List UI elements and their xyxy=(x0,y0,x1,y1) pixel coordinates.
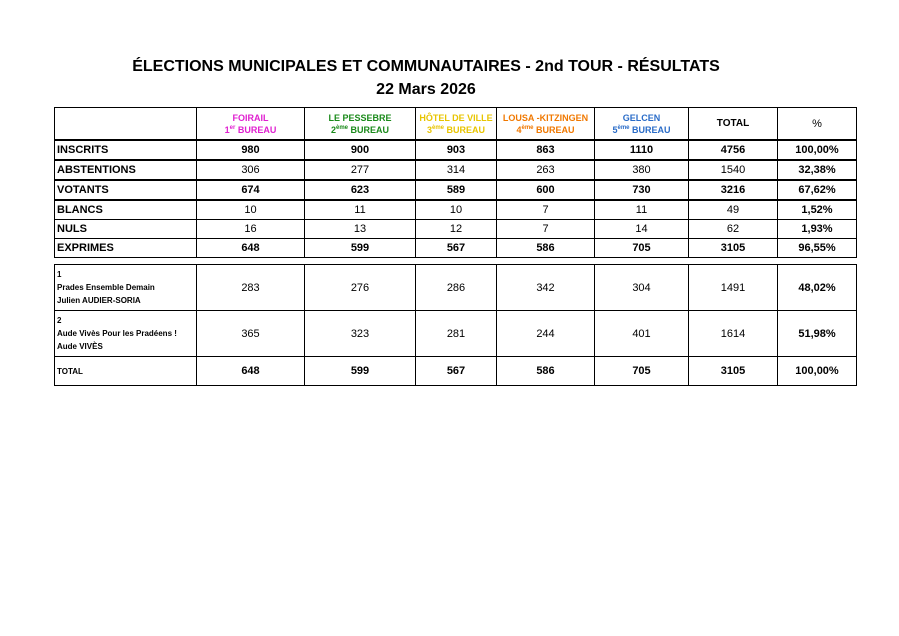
cell-total: 49 xyxy=(689,200,778,220)
cell-value: 599 xyxy=(305,239,416,258)
column-header-percent: % xyxy=(778,108,857,141)
election-date: 22 Mars 2026 xyxy=(376,81,476,98)
cell-value: 304 xyxy=(595,265,689,311)
column-header-bureau-1: FOIRAIL 1er BUREAU xyxy=(197,108,305,141)
cell-value: 586 xyxy=(497,239,595,258)
cell-value: 12 xyxy=(416,220,497,239)
row-label: VOTANTS xyxy=(55,180,197,200)
cell-value: 380 xyxy=(595,160,689,180)
cell-value: 1110 xyxy=(595,140,689,160)
candidates-table xyxy=(54,264,857,386)
cell-value: 10 xyxy=(416,200,497,220)
cell-percent: 67,62% xyxy=(778,180,857,200)
cell-value: 623 xyxy=(305,180,416,200)
table-row-votants xyxy=(55,180,857,200)
column-header-bureau-2: LE PESSEBRE 2ème BUREAU xyxy=(305,108,416,141)
cell-value: 863 xyxy=(497,140,595,160)
cell-percent: 32,38% xyxy=(778,160,857,180)
cell-value: 648 xyxy=(197,357,305,386)
row-label: ABSTENTIONS xyxy=(55,160,197,180)
candidate-label: 2 Aude Vivès Pour les Pradéens ! Aude VIVÈS xyxy=(55,311,197,357)
cell-value: 903 xyxy=(416,140,497,160)
table-row-abstentions xyxy=(55,160,857,180)
column-header-bureau-5: GELCEN 5ème BUREAU xyxy=(595,108,689,141)
cell-value: 648 xyxy=(197,239,305,258)
column-header-total: TOTAL xyxy=(689,108,778,141)
row-label: BLANCS xyxy=(55,200,197,220)
cell-value: 281 xyxy=(416,311,497,357)
cell-value: 286 xyxy=(416,265,497,311)
cell-value: 674 xyxy=(197,180,305,200)
cell-value: 263 xyxy=(497,160,595,180)
row-label: NULS xyxy=(55,220,197,239)
cell-value: 306 xyxy=(197,160,305,180)
cell-value: 567 xyxy=(416,239,497,258)
cell-percent: 100,00% xyxy=(778,357,857,386)
results-table xyxy=(54,107,857,258)
cell-value: 11 xyxy=(305,200,416,220)
cell-total: 3105 xyxy=(689,239,778,258)
cell-total: 3216 xyxy=(689,180,778,200)
cell-value: 980 xyxy=(197,140,305,160)
cell-value: 11 xyxy=(595,200,689,220)
cell-value: 900 xyxy=(305,140,416,160)
cell-value: 599 xyxy=(305,357,416,386)
cell-value: 705 xyxy=(595,239,689,258)
cell-percent: 1,93% xyxy=(778,220,857,239)
cell-value: 600 xyxy=(497,180,595,200)
cell-total: 1614 xyxy=(689,311,778,357)
table-row-inscrits xyxy=(55,140,857,160)
cell-value: 323 xyxy=(305,311,416,357)
cell-total: 1540 xyxy=(689,160,778,180)
candidate-row-1 xyxy=(55,265,857,311)
cell-value: 401 xyxy=(595,311,689,357)
cell-value: 13 xyxy=(305,220,416,239)
table-row-blancs xyxy=(55,200,857,220)
cell-value: 16 xyxy=(197,220,305,239)
cell-value: 314 xyxy=(416,160,497,180)
cell-value: 705 xyxy=(595,357,689,386)
cell-value: 244 xyxy=(497,311,595,357)
cell-percent: 48,02% xyxy=(778,265,857,311)
row-label: TOTAL xyxy=(55,357,197,386)
cell-value: 283 xyxy=(197,265,305,311)
cell-value: 10 xyxy=(197,200,305,220)
cell-value: 14 xyxy=(595,220,689,239)
cell-value: 342 xyxy=(497,265,595,311)
row-label: EXPRIMES xyxy=(55,239,197,258)
cell-total: 62 xyxy=(689,220,778,239)
cell-value: 7 xyxy=(497,220,595,239)
cell-value: 589 xyxy=(416,180,497,200)
candidates-total-row xyxy=(55,357,857,386)
row-label: INSCRITS xyxy=(55,140,197,160)
header-row xyxy=(55,108,857,141)
cell-percent: 96,55% xyxy=(778,239,857,258)
table-row-exprimes xyxy=(55,239,857,258)
candidate-label: 1 Prades Ensemble Demain Julien AUDIER-SORIA xyxy=(55,265,197,311)
cell-percent: 100,00% xyxy=(778,140,857,160)
cell-value: 730 xyxy=(595,180,689,200)
candidate-row-2 xyxy=(55,311,857,357)
cell-value: 276 xyxy=(305,265,416,311)
cell-total: 4756 xyxy=(689,140,778,160)
cell-value: 567 xyxy=(416,357,497,386)
cell-value: 586 xyxy=(497,357,595,386)
header-empty-cell xyxy=(55,108,197,141)
column-header-bureau-3: HÔTEL DE VILLE 3ème BUREAU xyxy=(416,108,497,141)
page-title: ÉLECTIONS MUNICIPALES ET COMMUNAUTAIRES - 2nd TOUR - RÉSULTATS xyxy=(132,58,720,75)
cell-total: 3105 xyxy=(689,357,778,386)
column-header-bureau-4: LOUSA -KITZINGEN 4ème BUREAU xyxy=(497,108,595,141)
cell-value: 7 xyxy=(497,200,595,220)
cell-value: 277 xyxy=(305,160,416,180)
cell-percent: 1,52% xyxy=(778,200,857,220)
table-row-nuls xyxy=(55,220,857,239)
cell-value: 365 xyxy=(197,311,305,357)
cell-total: 1491 xyxy=(689,265,778,311)
cell-percent: 51,98% xyxy=(778,311,857,357)
